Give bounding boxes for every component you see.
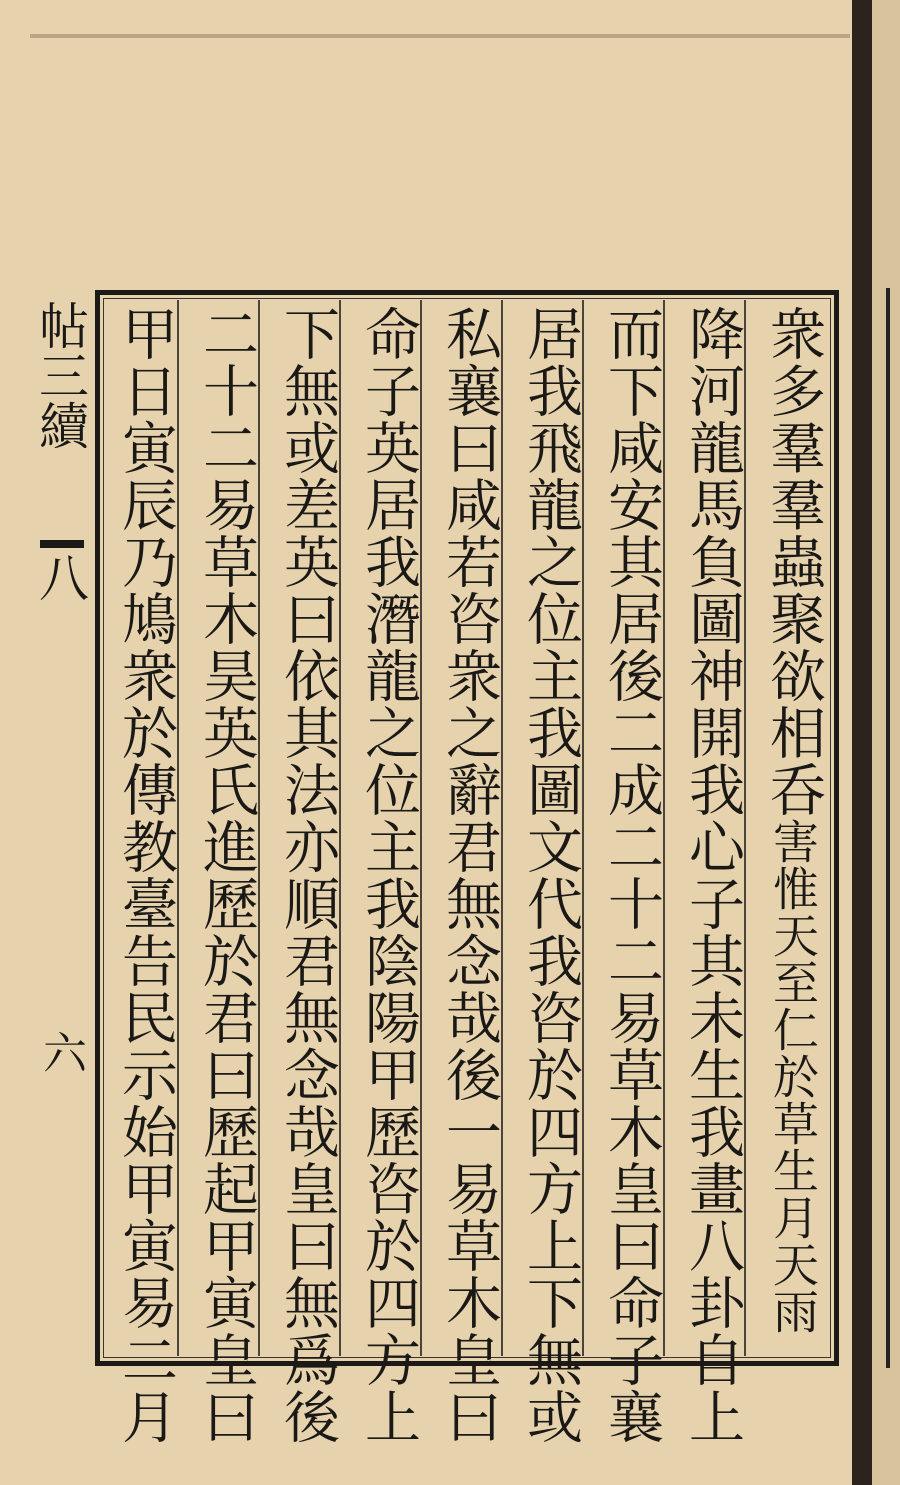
- banxin-folio-number: 六: [35, 1030, 86, 1074]
- leaf-top-edge: [30, 34, 850, 38]
- text-column-5: 私襄曰咸若咨衆之辭君無念哉後一易草木皇曰: [437, 305, 502, 1445]
- text-column-7: 下無或差英曰依其法亦順君無念哉皇曰無爲後: [275, 305, 340, 1445]
- text-column-2: 降河龍馬負圖神開我心子其未生我畫八卦自上: [680, 305, 745, 1445]
- text-column-6: 命子英居我潛龍之位主我陰陽甲歷咨於四方上: [356, 305, 421, 1445]
- text-column-9: 甲日寅辰乃鳩衆於傳教臺告民示始甲寅易二月: [113, 305, 178, 1445]
- text-column-4: 居我飛龍之位主我圖文代我咨於四方上下無或: [518, 305, 583, 1445]
- text-column-8: 二十二易草木昊英氏進歷於君曰歷起甲寅皇曰: [194, 305, 259, 1445]
- column-1-text: 衆多羣羣蟲聚欲相呑: [761, 305, 826, 818]
- adjacent-leaf-border: [886, 288, 890, 1368]
- column-1-note: 害惟天至仁於草生月天雨: [766, 818, 820, 1335]
- banxin-strip: [30, 290, 92, 1366]
- banxin-title: 帖三續: [31, 300, 89, 450]
- fishtail-mark: [40, 540, 84, 548]
- text-column-1: [757, 305, 829, 1335]
- text-column-3: 而下咸安其居後二成二十二易草木皇曰命子襄: [599, 305, 664, 1445]
- banxin-juan-number: 八: [31, 552, 89, 602]
